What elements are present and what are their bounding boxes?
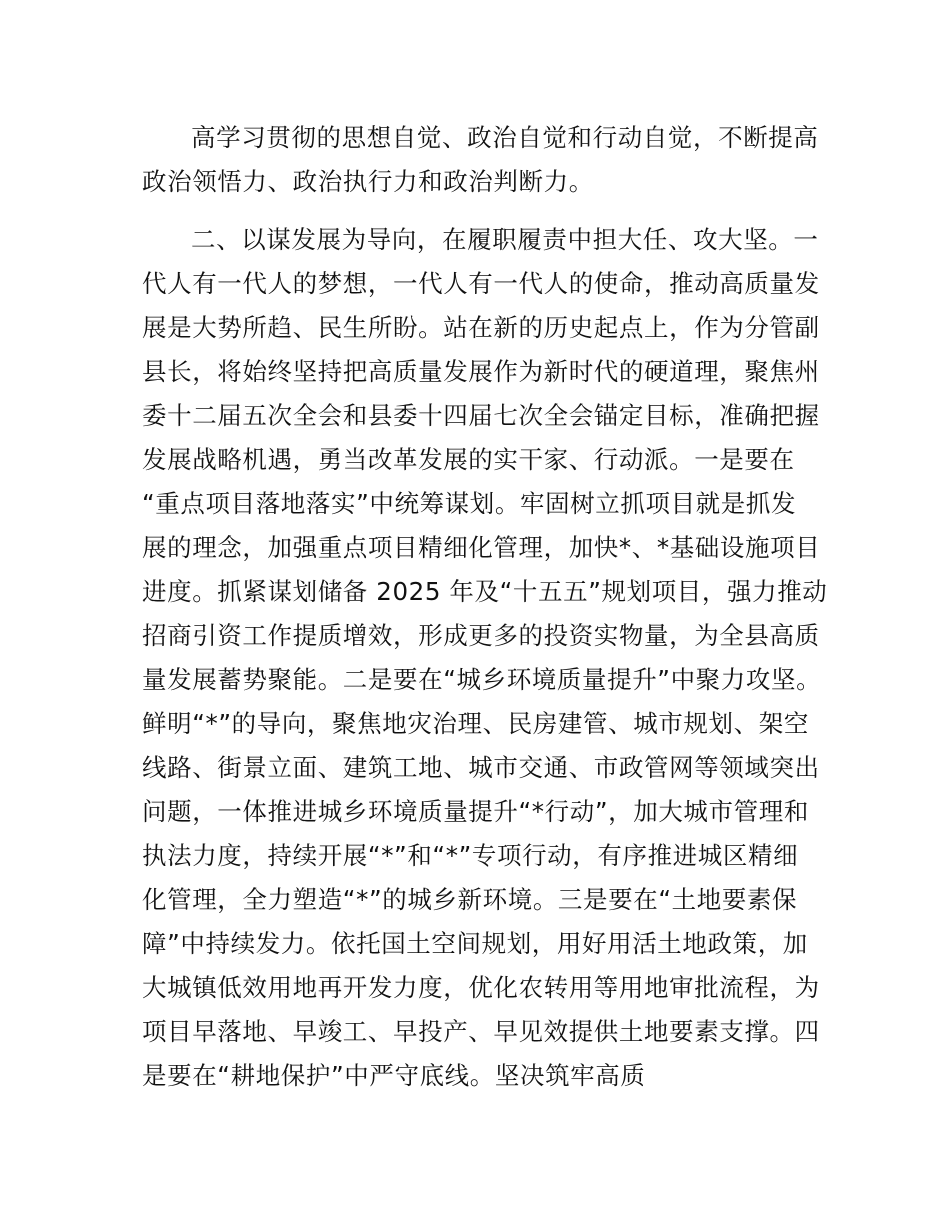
- paragraph-2-line-2: 代人有一代人的梦想，一代人有一代人的使命，推动高质量发: [142, 269, 820, 298]
- paragraph-2-line-8: 展的理念，加强重点项目精细化管理，加快*、*基础设施项目: [142, 533, 821, 562]
- paragraph-2-line-16: 化管理，全力塑造“*”的城乡新环境。三是要在“土地要素保: [142, 885, 798, 914]
- paragraph-2-line-4: 县长，将始终坚持把高质量发展作为新时代的硬道理，聚焦州: [142, 357, 820, 386]
- paragraph-2-line-7: “重点项目落地落实”中统筹谋划。牢固树立抓项目就是抓发: [142, 489, 797, 518]
- paragraph-2-line-15: 执法力度，持续开展“*”和“*”专项行动，有序推进城区精细: [142, 841, 799, 870]
- paragraph-2-line-6: 发展战略机遇，勇当改革发展的实干家、行动派。一是要在: [142, 445, 795, 474]
- paragraph-2-line-3: 展是大势所趋、民生所盼。站在新的历史起点上，作为分管副: [142, 313, 820, 342]
- paragraph-2-line-19: 项目早落地、早竣工、早投产、早见效提供土地要素支撑。四: [142, 1017, 820, 1046]
- paragraph-1-line-2: 政治领悟力、政治执行力和政治判断力。: [142, 167, 594, 196]
- paragraph-2-line-5: 委十二届五次全会和县委十四届七次全会锚定目标，准确把握: [142, 401, 820, 430]
- paragraph-2-line-1: 二、以谋发展为导向，在履职履责中担大任、攻大坚。一: [191, 225, 819, 254]
- paragraph-2-line-20: 是要在“耕地保护”中严守底线。坚决筑牢高质: [142, 1061, 646, 1090]
- paragraph-1-line-1: 高学习贯彻的思想自觉、政治自觉和行动自觉，不断提高: [191, 123, 819, 152]
- paragraph-2-line-14: 问题，一体推进城乡环境质量提升“*行动”，加大城市管理和: [142, 797, 809, 826]
- paragraph-2-line-18: 大城镇低效用地再开发力度，优化农转用等用地审批流程，为: [142, 973, 820, 1002]
- paragraph-2-line-17: 障”中持续发力。依托国土空间规划，用好用活土地政策，加: [142, 929, 808, 958]
- paragraph-2-line-10: 招商引资工作提质增效，形成更多的投资实物量，为全县高质: [142, 621, 820, 650]
- paragraph-2-line-11: 量发展蓄势聚能。二是要在“城乡环境质量提升”中聚力攻坚。: [142, 665, 822, 694]
- paragraph-2-line-12: 鲜明“*”的导向，聚焦地灾治理、民房建管、城市规划、架空: [142, 709, 809, 738]
- paragraph-2-line-13: 线路、街景立面、建筑工地、城市交通、市政管网等领域突出: [142, 753, 820, 782]
- paragraph-2-line-9: 进度。抓紧谋划储备 2025 年及“十五五”规划项目，强力推动: [142, 577, 828, 606]
